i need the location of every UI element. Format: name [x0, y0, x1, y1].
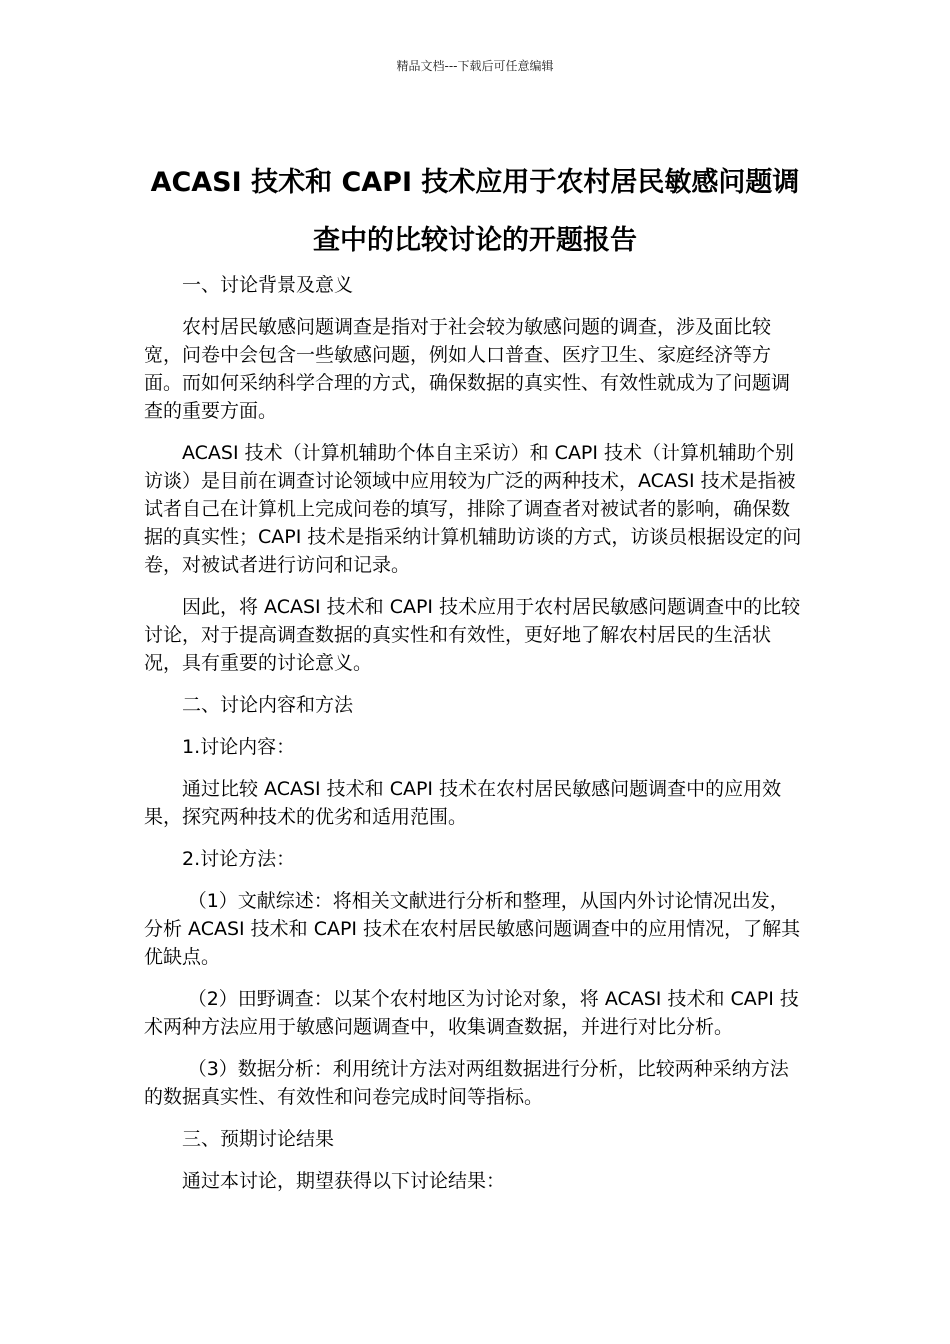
section-heading-background: 一、讨论背景及意义 [182, 274, 354, 296]
paragraph-background-intro: 农村居民敏感问题调查是指对于社会较为敏感问题的调查，涉及面比较宽，问卷中会包含一些敏感问题，例如人口普查、医疗卫生、家庭经济等方面。而如何采纳科学合理的方式，确保数据的真实性、有效性就成为了问题调查的重要方面。 [144, 316, 791, 422]
section-heading-content-methods: 二、讨论内容和方法 [182, 694, 354, 716]
document-body [144, 271, 806, 1209]
paragraph-expected-results-intro: 通过本讨论，期望获得以下讨论结果： [182, 1170, 506, 1192]
title-line-1: ACASI 技术和 CAPI 技术应用于农村居民敏感问题调 [150, 167, 800, 199]
subheading-content: 1.讨论内容： [182, 736, 296, 758]
paragraph-acasi-capi-definition: ACASI 技术（计算机辅助个体自主采访）和 CAPI 技术（计算机辅助个别访谈）是目前在调查讨论领域中应用较为广泛的两种技术，ACASI 技术是指被试者自己在计算机上完成问卷的填写，排除了调查者对被试者的影响，确保数据的真实性；CAPI 技术是指采纳计算机辅助访谈的方式，访谈员根据设定的问卷，对被试者进行访问和记录。 [144, 442, 802, 576]
document-title [120, 154, 830, 270]
paragraph-significance: 因此，将 ACASI 技术和 CAPI 技术应用于农村居民敏感问题调查中的比较讨论，对于提高调查数据的真实性和有效性，更好地了解农村居民的生活状况，具有重要的讨论意义。 [144, 596, 801, 674]
paragraph-method-data-analysis: （3）数据分析：利用统计方法对两组数据进行分析，比较两种采纳方法的数据真实性、有效性和问卷完成时间等指标。 [144, 1058, 789, 1108]
title-line-2: 查中的比较讨论的开题报告 [313, 225, 637, 257]
paragraph-method-literature-review: （1）文献综述：将相关文献进行分析和整理，从国内外讨论情况出发，分析 ACASI 技术和 CAPI 技术在农村居民敏感问题调查中的应用情况，了解其优缺点。 [144, 890, 801, 968]
subheading-methods: 2.讨论方法： [182, 848, 296, 870]
page-header: 精品文档---下载后可任意编辑 [396, 59, 554, 73]
section-heading-expected-results: 三、预期讨论结果 [182, 1128, 335, 1150]
paragraph-content: 通过比较 ACASI 技术和 CAPI 技术在农村居民敏感问题调查中的应用效果，探究两种技术的优劣和适用范围。 [144, 778, 782, 828]
paragraph-method-field-survey: （2）田野调查：以某个农村地区为讨论对象，将 ACASI 技术和 CAPI 技术两种方法应用于敏感问题调查中，收集调查数据，并进行对比分析。 [144, 988, 799, 1038]
